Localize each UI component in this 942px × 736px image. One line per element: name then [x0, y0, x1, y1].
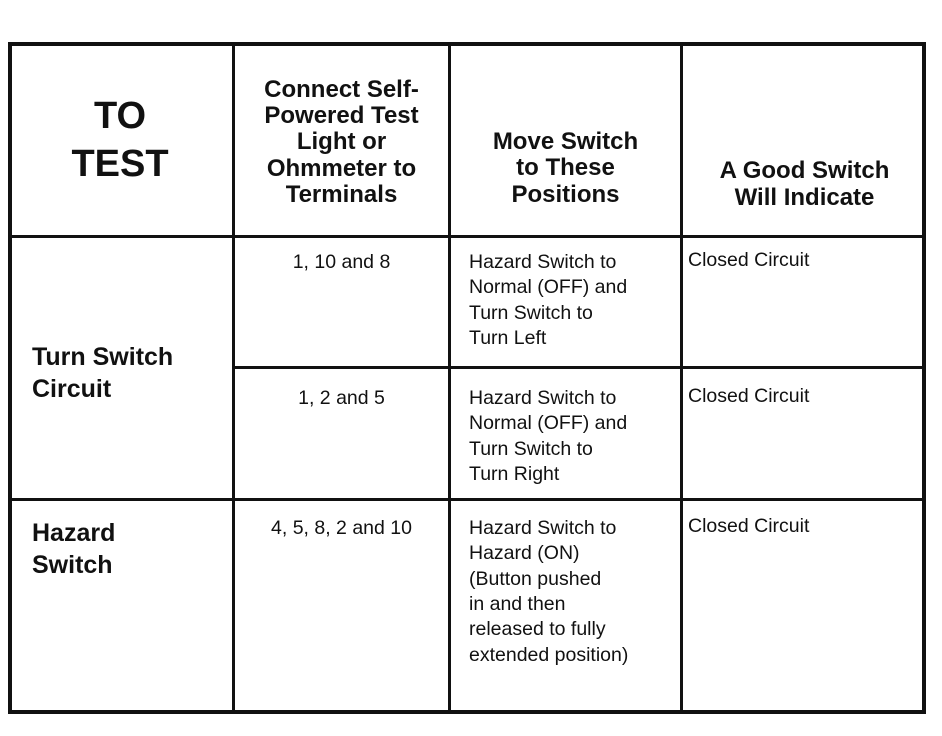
cell-indicate: Closed Circuit: [688, 249, 810, 271]
row-divider: [232, 366, 926, 369]
row-label-turn-switch-circuit: Turn Switch Circuit: [32, 343, 174, 403]
cell-positions: Hazard Switch to Normal (OFF) and Turn Switch to Turn Left: [469, 251, 628, 350]
header-move-switch: Move Switch to These Positions: [492, 127, 639, 208]
row-label-hazard-switch: Hazard Switch: [32, 519, 116, 579]
cell-indicate: Closed Circuit: [688, 515, 810, 537]
cell-positions: Hazard Switch to Normal (OFF) and Turn Switch to Turn Right: [469, 387, 628, 486]
cell-indicate: Closed Circuit: [688, 385, 810, 407]
switch-test-table: [8, 42, 926, 714]
cell-terminals: 4, 5, 8, 2 and 10: [271, 517, 412, 539]
header-connect-terminals: Connect Self- Powered Test Light or Ohmmeter to Terminals: [264, 75, 419, 209]
cell-terminals: 1, 2 and 5: [298, 387, 385, 409]
header-good-switch: A Good Switch Will Indicate: [719, 157, 890, 211]
cell-positions: Hazard Switch to Hazard (ON) (Button pushed in and then released to fully extended position): [469, 517, 629, 666]
header-to-test: TO TEST: [71, 95, 169, 185]
cell-terminals: 1, 10 and 8: [292, 251, 391, 273]
